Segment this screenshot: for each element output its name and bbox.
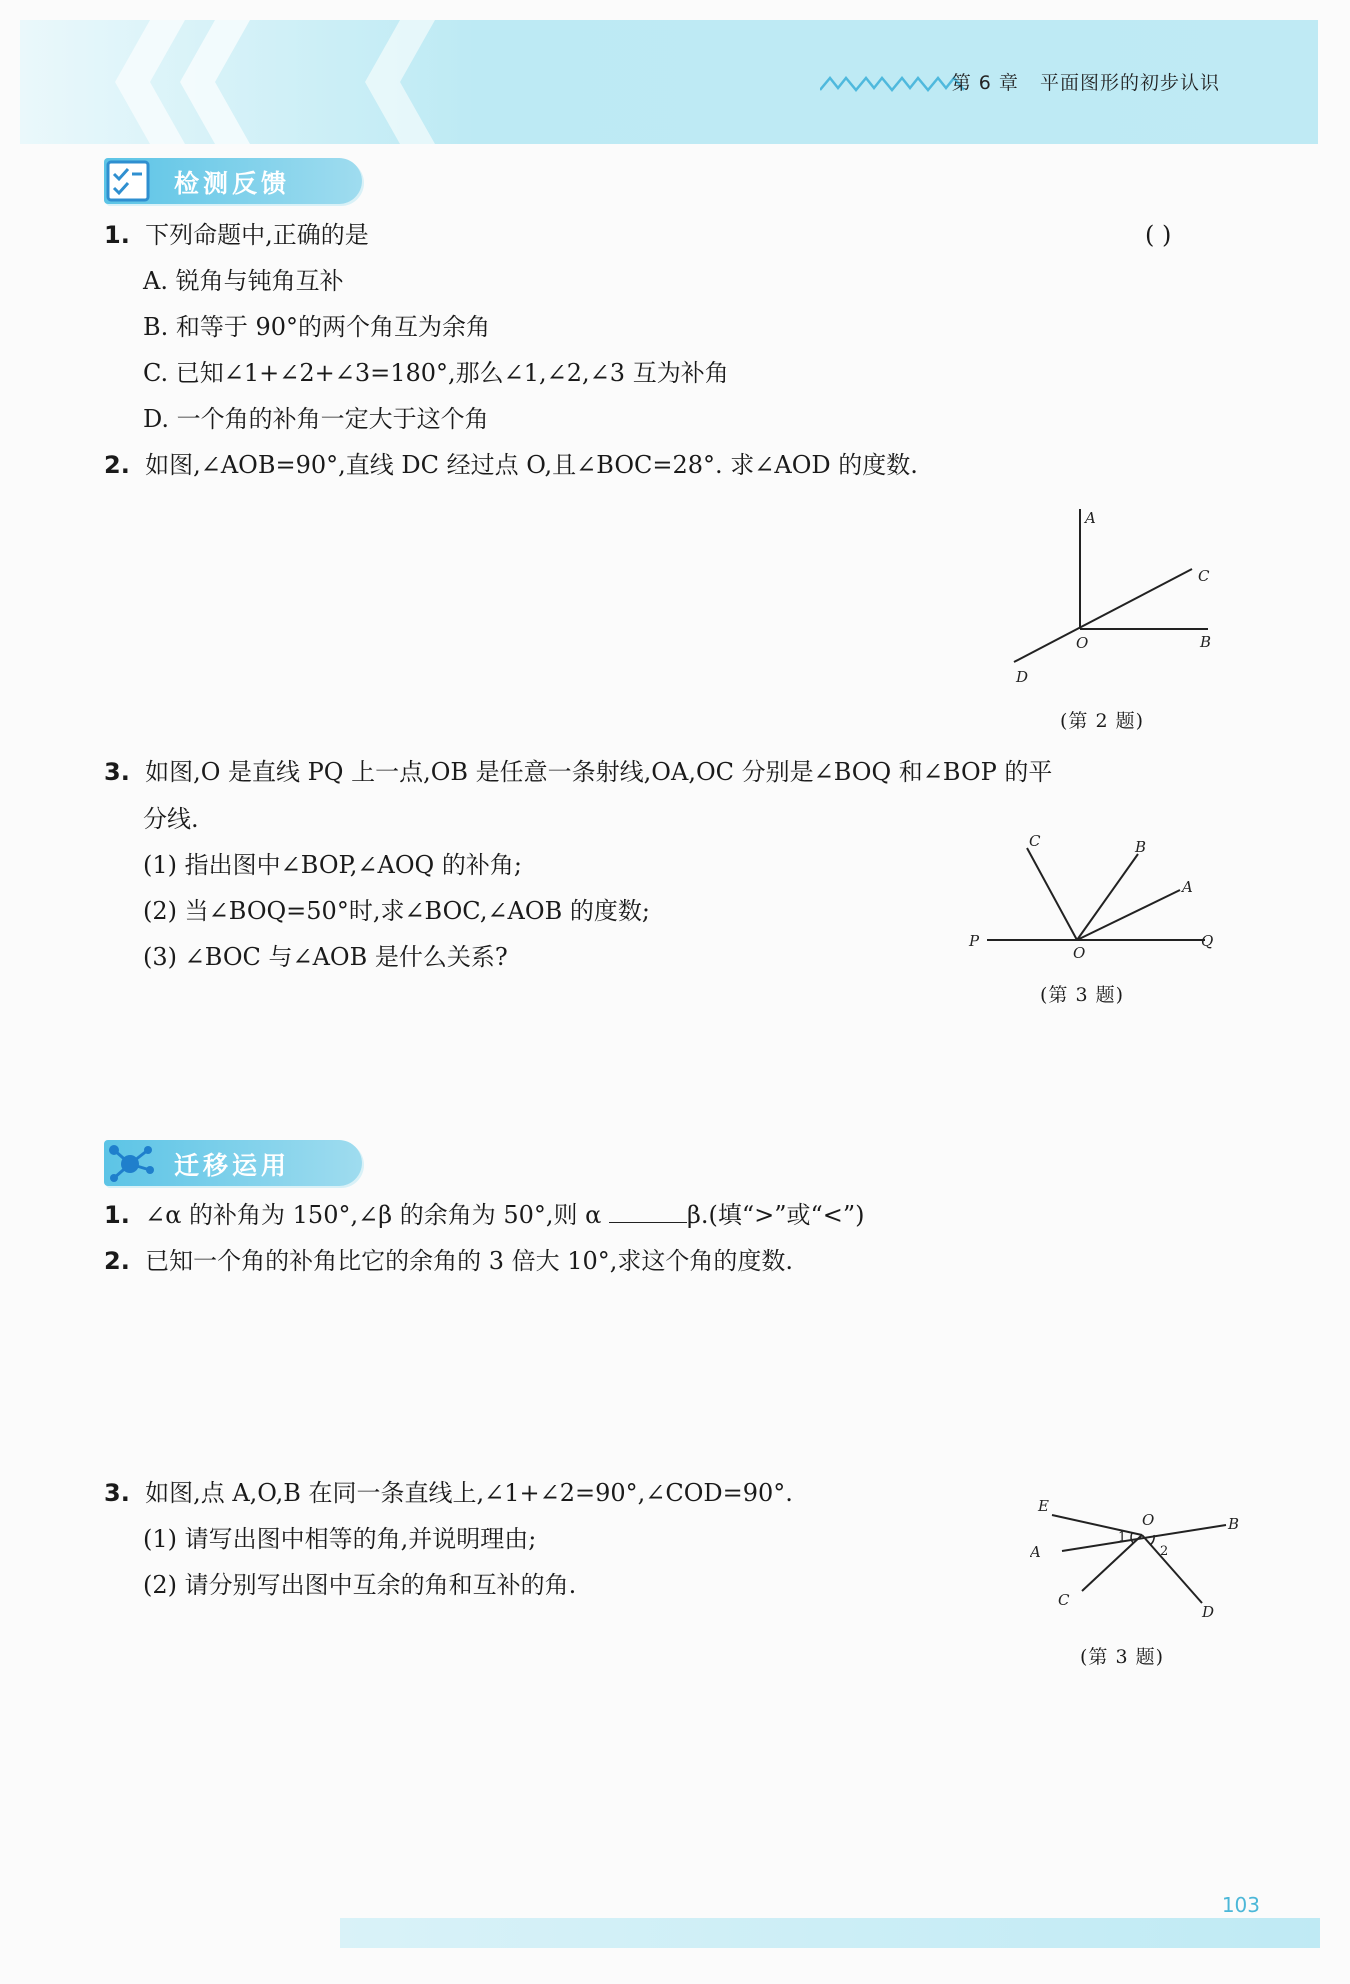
question-3-part-2: (2) 当∠BOQ=50°时,求∠BOC,∠AOB 的度数; bbox=[143, 897, 650, 925]
label-d: D bbox=[1202, 1603, 1215, 1620]
figure-q3 bbox=[965, 830, 1230, 960]
label-angle-1: 1 bbox=[1118, 1530, 1127, 1545]
label-b: B bbox=[1135, 838, 1147, 856]
ray-oe bbox=[1052, 1515, 1142, 1535]
label-a: A bbox=[1182, 878, 1193, 896]
ray-oa bbox=[1077, 890, 1180, 940]
question-3-stem-cont: 分线. bbox=[143, 805, 199, 833]
angle-1-arc bbox=[1131, 1533, 1133, 1543]
option-a: A. 锐角与钝角互补 bbox=[143, 267, 344, 295]
question-3-stem: 3. 如图,O 是直线 PQ 上一点,OB 是任意一条射线,OA,OC 分别是∠BOQ 和∠BOP 的平 bbox=[104, 758, 1053, 786]
mountain-decoration-icon bbox=[820, 74, 965, 92]
figure-q2 bbox=[1010, 505, 1240, 690]
transfer-question-2: 2. 已知一个角的补角比它的余角的 3 倍大 10°,求这个角的度数. bbox=[104, 1247, 794, 1275]
figure-transfer-q3 bbox=[1030, 1495, 1240, 1620]
question-3-part-3: (3) ∠BOC 与∠AOB 是什么关系? bbox=[143, 943, 508, 971]
label-o: O bbox=[1142, 1511, 1155, 1529]
ray-ob bbox=[1077, 854, 1138, 940]
figure-caption-q2: (第 2 题) bbox=[1060, 710, 1144, 732]
section-banner-check bbox=[104, 158, 362, 204]
question-1-stem: 1. 下列命题中,正确的是 bbox=[104, 221, 369, 249]
ray-od bbox=[1142, 1535, 1202, 1603]
checklist-icon bbox=[104, 158, 160, 204]
label-e: E bbox=[1038, 1497, 1049, 1515]
chevron-decoration bbox=[365, 20, 435, 144]
transfer-question-3-part-1: (1) 请写出图中相等的角,并说明理由; bbox=[143, 1525, 537, 1553]
label-b: B bbox=[1228, 1515, 1240, 1533]
answer-parentheses: ( ) bbox=[1145, 221, 1172, 249]
option-d: D. 一个角的补角一定大于这个角 bbox=[143, 405, 489, 433]
chevron-decoration bbox=[115, 20, 185, 144]
label-p: P bbox=[969, 932, 980, 950]
label-a: A bbox=[1085, 509, 1096, 527]
footer-band bbox=[340, 1918, 1320, 1948]
section-title: 检测反馈 bbox=[174, 169, 291, 198]
molecule-icon bbox=[104, 1140, 160, 1186]
page-number: 103 bbox=[1221, 1893, 1260, 1917]
figure-caption-q3: (第 3 题) bbox=[1040, 984, 1124, 1006]
label-q: Q bbox=[1201, 932, 1214, 950]
transfer-question-1: 1. ∠α 的补角为 150°,∠β 的余角为 50°,则 α β.(填“>”或“<”) bbox=[104, 1201, 865, 1229]
section-title: 迁移运用 bbox=[174, 1151, 291, 1180]
label-d: D bbox=[1016, 668, 1029, 686]
label-o: O bbox=[1076, 634, 1089, 652]
answer-blank[interactable] bbox=[609, 1200, 687, 1223]
label-c: C bbox=[1198, 567, 1210, 585]
label-a: A bbox=[1030, 1543, 1041, 1561]
option-c: C. 已知∠1+∠2+∠3=180°,那么∠1,∠2,∠3 互为补角 bbox=[143, 359, 729, 387]
transfer-question-3-part-2: (2) 请分别写出图中互余的角和互补的角. bbox=[143, 1571, 577, 1599]
question-3-part-1: (1) 指出图中∠BOP,∠AOQ 的补角; bbox=[143, 851, 522, 879]
label-o: O bbox=[1073, 944, 1086, 960]
chapter-number: 第 6 章 bbox=[951, 72, 1019, 94]
label-b: B bbox=[1200, 633, 1212, 651]
chapter-title: 平面图形的初步认识 bbox=[1039, 72, 1220, 94]
line-dc bbox=[1014, 569, 1192, 662]
ray-oc bbox=[1027, 848, 1077, 940]
label-c: C bbox=[1058, 1591, 1070, 1609]
section-banner-transfer bbox=[104, 1140, 362, 1186]
question-2-stem: 2. 如图,∠AOB=90°,直线 DC 经过点 O,且∠BOC=28°. 求∠AOD 的度数. bbox=[104, 451, 918, 479]
chevron-decoration bbox=[180, 20, 250, 144]
figure-caption-transfer-q3: (第 3 题) bbox=[1080, 1646, 1164, 1668]
label-c: C bbox=[1029, 832, 1041, 850]
option-b: B. 和等于 90°的两个角互为余角 bbox=[143, 313, 491, 341]
label-angle-2: 2 bbox=[1160, 1544, 1169, 1559]
chapter-heading bbox=[952, 68, 1220, 95]
transfer-question-3: 3. 如图,点 A,O,B 在同一条直线上,∠1+∠2=90°,∠COD=90°. bbox=[104, 1479, 793, 1507]
